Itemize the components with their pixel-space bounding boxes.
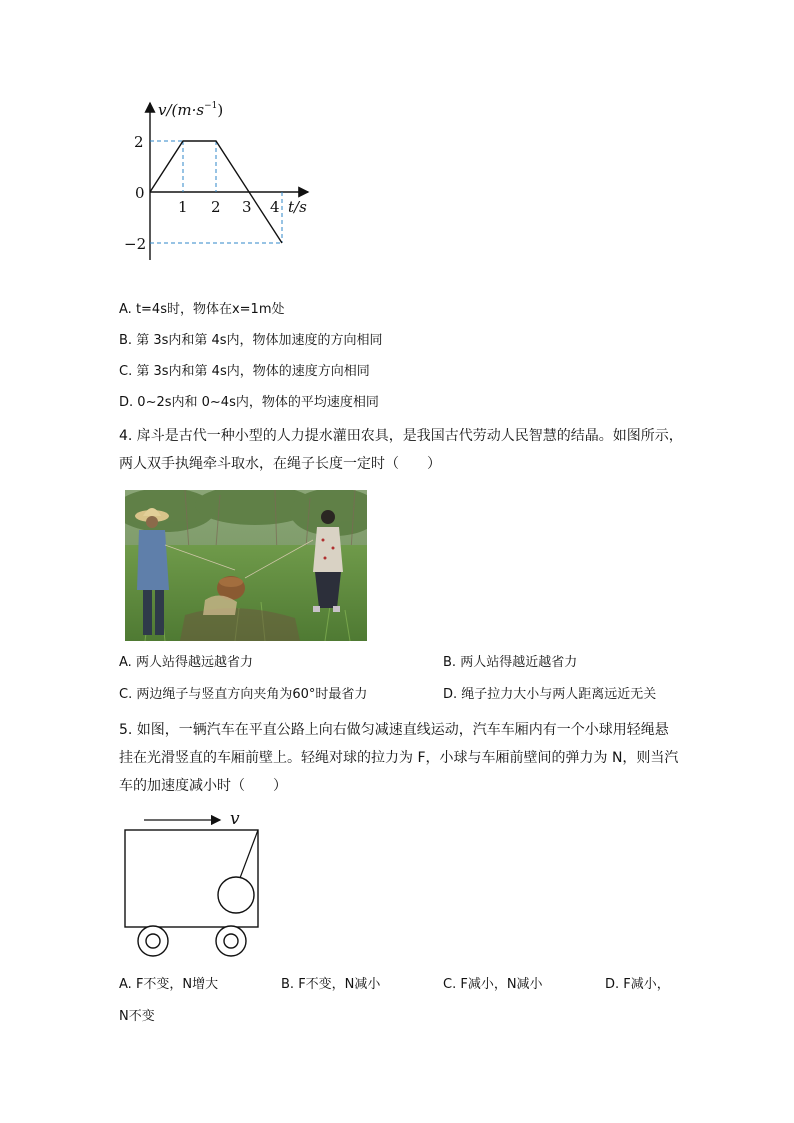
option-text: F不变，N增大 xyxy=(135,977,219,992)
y-tick-label: −2 xyxy=(124,235,147,253)
option-letter: C. xyxy=(119,687,133,702)
option-text: t=4s时，物体在x=1m处 xyxy=(135,302,285,317)
option-letter: A. xyxy=(119,655,132,670)
q5-stem-line: 挂在光滑竖直的车厢前壁上。轻绳对球的拉力为 F，小球与车厢前壁间的弹力为 N，则当汽 xyxy=(119,750,679,766)
option-letter: C. xyxy=(119,364,133,379)
q4-stem-line: 4. 戽斗是古代一种小型的人力提水灌田农具，是我国古代劳动人民智慧的结晶。如图所示， xyxy=(119,428,683,444)
wheel-right xyxy=(216,926,246,956)
q4-option-c[interactable] xyxy=(119,686,367,704)
option-text: 两人站得越近越省力 xyxy=(460,655,578,670)
option-text: 第 3s内和第 4s内，物体加速度的方向相同 xyxy=(136,333,383,348)
option-letter: C. xyxy=(443,977,457,992)
q4-option-d[interactable] xyxy=(443,686,656,704)
option-letter: D. xyxy=(605,977,620,992)
q5-stem xyxy=(119,716,689,800)
option-text: 绳子拉力大小与两人距离远近无关 xyxy=(461,687,657,702)
ball xyxy=(218,877,254,913)
q3-option-c[interactable] xyxy=(119,363,370,381)
x-tick-label: 4 xyxy=(270,198,280,216)
option-text: 0~2s内和 0~4s内，物体的平均速度相同 xyxy=(137,395,379,410)
option-letter: D. xyxy=(443,687,458,702)
q3-option-b[interactable] xyxy=(119,332,383,350)
wheel-left xyxy=(138,926,168,956)
q5-option-d[interactable] xyxy=(605,976,670,994)
option-letter: D. xyxy=(119,395,134,410)
velocity-time-graph xyxy=(120,95,340,265)
option-text: F减小， xyxy=(623,977,670,992)
option-text: 两边绳子与竖直方向夹角为60°时最省力 xyxy=(136,687,368,702)
y-tick-label: 2 xyxy=(134,133,144,151)
option-text: F不变，N减小 xyxy=(298,977,381,992)
option-letter: B. xyxy=(119,333,133,348)
option-letter: A. xyxy=(119,977,132,992)
y-axis-label: $v/(m\cdot s^{-1})$ xyxy=(158,101,224,119)
x-axis-label: t/s xyxy=(288,198,307,216)
q4-stem xyxy=(119,422,683,478)
option-text: 两人站得越远越省力 xyxy=(135,655,253,670)
q5-option-d-continued: N不变 xyxy=(119,1009,155,1024)
rope xyxy=(240,830,258,878)
q5-option-b[interactable] xyxy=(281,976,380,994)
farmers-bucket-photo xyxy=(125,490,367,641)
velocity-label: v xyxy=(230,809,240,829)
q4-option-a[interactable] xyxy=(119,654,253,672)
q3-option-a[interactable] xyxy=(119,301,285,319)
y-tick-label: 0 xyxy=(135,184,145,202)
q5-stem-line: 车的加速度减小时（ ） xyxy=(119,778,287,794)
option-text: F减小，N减小 xyxy=(460,977,543,992)
option-letter: B. xyxy=(281,977,295,992)
x-tick-label: 1 xyxy=(178,198,188,216)
option-text: 第 3s内和第 4s内，物体的速度方向相同 xyxy=(136,364,370,379)
q4-option-b[interactable] xyxy=(443,654,577,672)
q5-option-c[interactable] xyxy=(443,976,543,994)
q5-stem-line: 5. 如图，一辆汽车在平直公路上向右做匀减速直线运动，汽车车厢内有一个小球用轻绳悬 xyxy=(119,722,669,738)
q5-option-a[interactable] xyxy=(119,976,218,994)
q4-stem-line: 两人双手执绳牵斗取水，在绳子长度一定时（ ） xyxy=(119,456,441,472)
car-diagram xyxy=(118,808,268,960)
x-tick-label: 2 xyxy=(211,198,221,216)
q3-option-d[interactable] xyxy=(119,394,379,412)
option-letter: B. xyxy=(443,655,457,670)
x-tick-label: 3 xyxy=(242,198,252,216)
option-letter: A. xyxy=(119,302,132,317)
